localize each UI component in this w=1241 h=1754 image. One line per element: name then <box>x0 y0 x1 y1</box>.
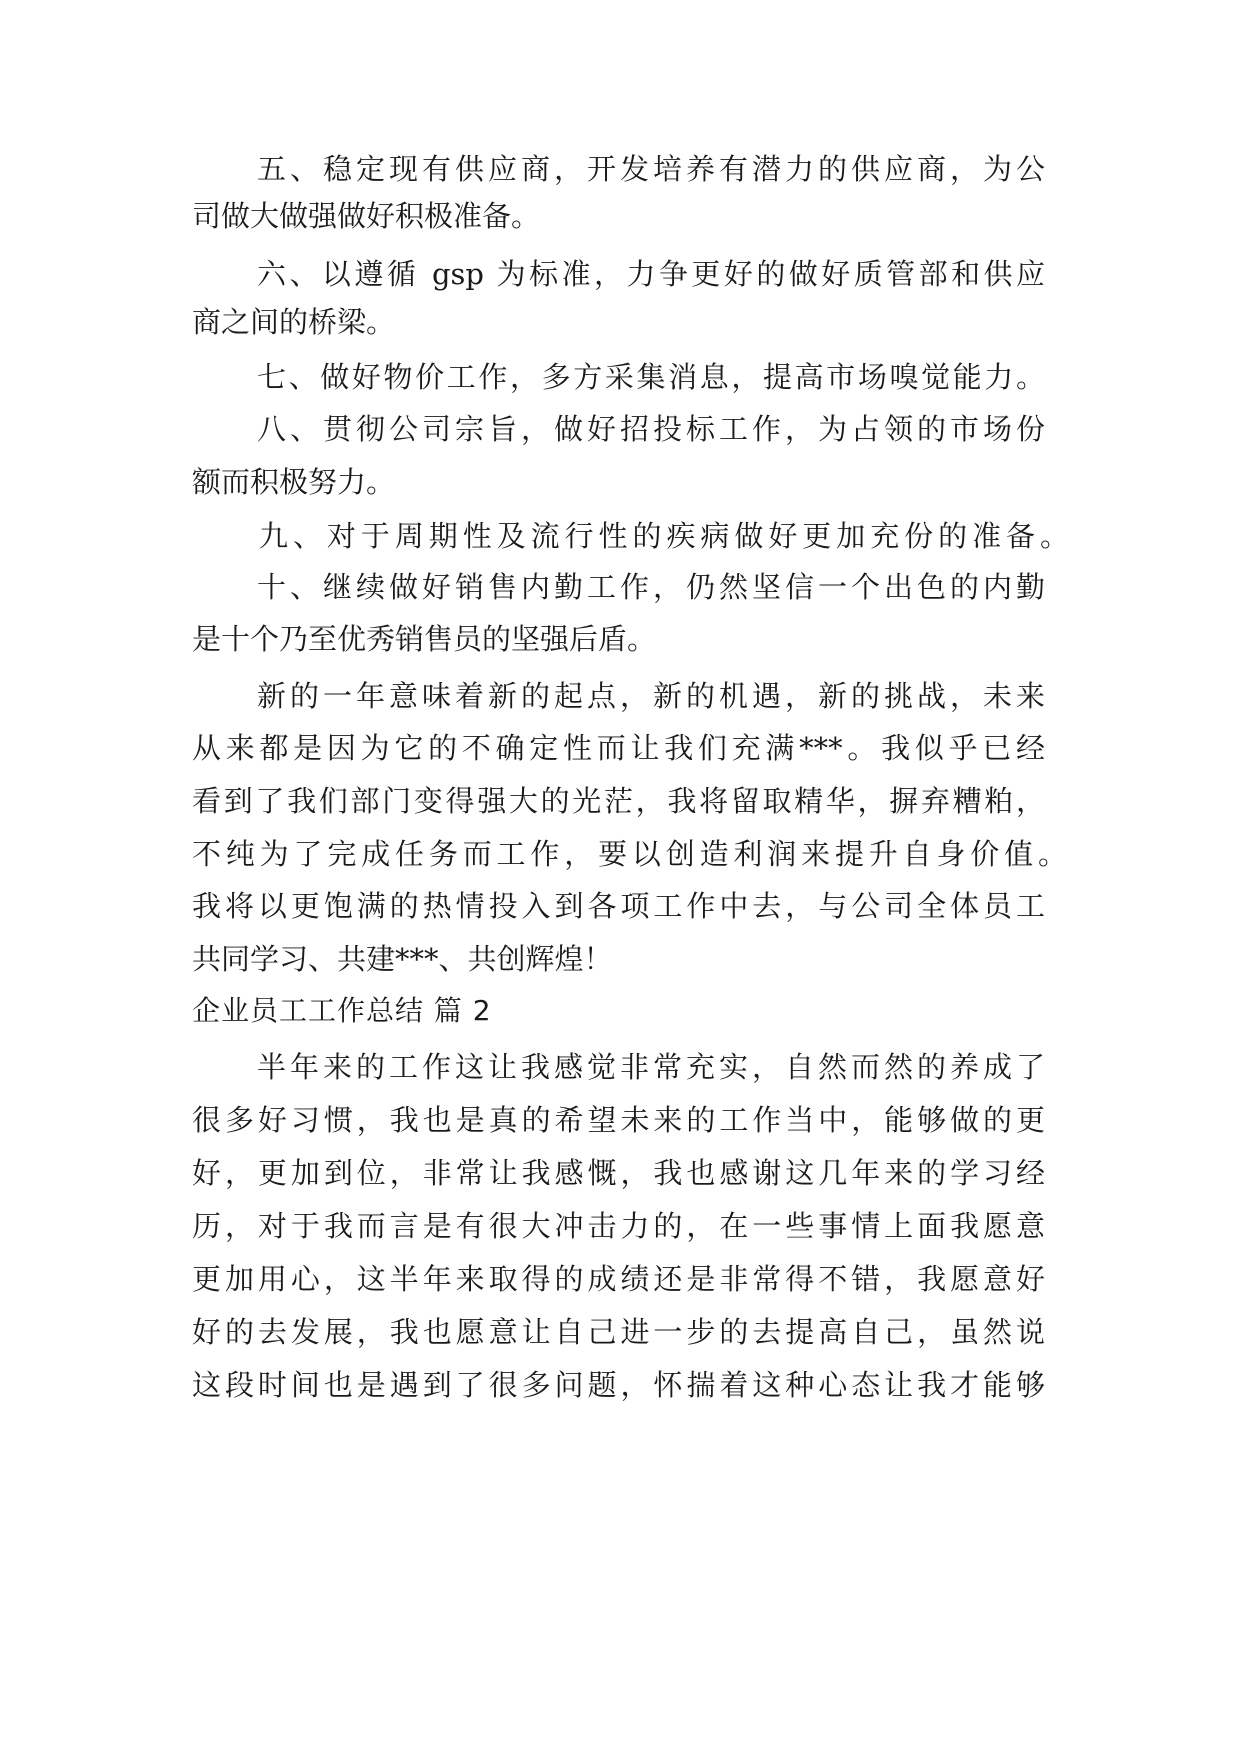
section2-line-4: 历，对于我而言是有很大冲击力的，在一些事情上面我愿意 <box>192 1209 1045 1243</box>
paragraph-5-line-1: 五、稳定现有供应商，开发培养有潜力的供应商，为公 <box>257 152 1045 186</box>
section2-line-6: 好的去发展，我也愿意让自己进一步的去提高自己，虽然说 <box>192 1315 1045 1349</box>
section2-line-3: 好，更加到位，非常让我感慨，我也感谢这几年来的学习经 <box>192 1156 1045 1190</box>
paragraph-8-line-2: 额而积极努力。 <box>192 465 396 499</box>
paragraph-closing-line-4: 不纯为了完成任务而工作，要以创造利润来提升自身价值。 <box>192 837 1067 871</box>
paragraph-9-line-1: 九、对于周期性及流行性的疾病做好更加充份的准备。 <box>259 519 1069 553</box>
section-title: 企业员工工作总结 篇 2 <box>192 994 492 1027</box>
paragraph-10-line-2: 是十个乃至优秀销售员的坚强后盾。 <box>192 622 657 656</box>
paragraph-5-line-2: 司做大做强做好积极准备。 <box>192 199 541 233</box>
paragraph-10-line-1: 十、继续做好销售内勤工作，仍然坚信一个出色的内勤 <box>257 570 1045 604</box>
paragraph-8-line-1: 八、贯彻公司宗旨，做好招投标工作，为占领的市场份 <box>257 412 1045 446</box>
section2-line-1: 半年来的工作这让我感觉非常充实，自然而然的养成了 <box>257 1050 1045 1084</box>
paragraph-closing-line-6: 共同学习、共建***、共创辉煌！ <box>192 942 613 976</box>
paragraph-7-line-1: 七、做好物价工作，多方采集消息，提高市场嗅觉能力。 <box>257 360 1045 394</box>
paragraph-closing-line-2: 从来都是因为它的不确定性而让我们充满***。我似乎已经 <box>192 731 1045 765</box>
paragraph-closing-line-1: 新的一年意味着新的起点，新的机遇，新的挑战，未来 <box>257 679 1045 713</box>
paragraph-6-line-1: 六、以遵循 gsp 为标准，力争更好的做好质管部和供应 <box>257 257 1045 291</box>
paragraph-closing-line-3: 看到了我们部门变得强大的光茫，我将留取精华，摒弃糟粕， <box>192 784 1045 818</box>
paragraph-closing-line-5: 我将以更饱满的热情投入到各项工作中去，与公司全体员工 <box>192 889 1045 923</box>
section2-line-5: 更加用心，这半年来取得的成绩还是非常得不错，我愿意好 <box>192 1262 1045 1296</box>
paragraph-6-line-2: 商之间的桥梁。 <box>192 305 396 339</box>
section2-line-2: 很多好习惯，我也是真的希望未来的工作当中，能够做的更 <box>192 1103 1045 1137</box>
section2-line-7: 这段时间也是遇到了很多问题，怀揣着这种心态让我才能够 <box>192 1368 1045 1402</box>
